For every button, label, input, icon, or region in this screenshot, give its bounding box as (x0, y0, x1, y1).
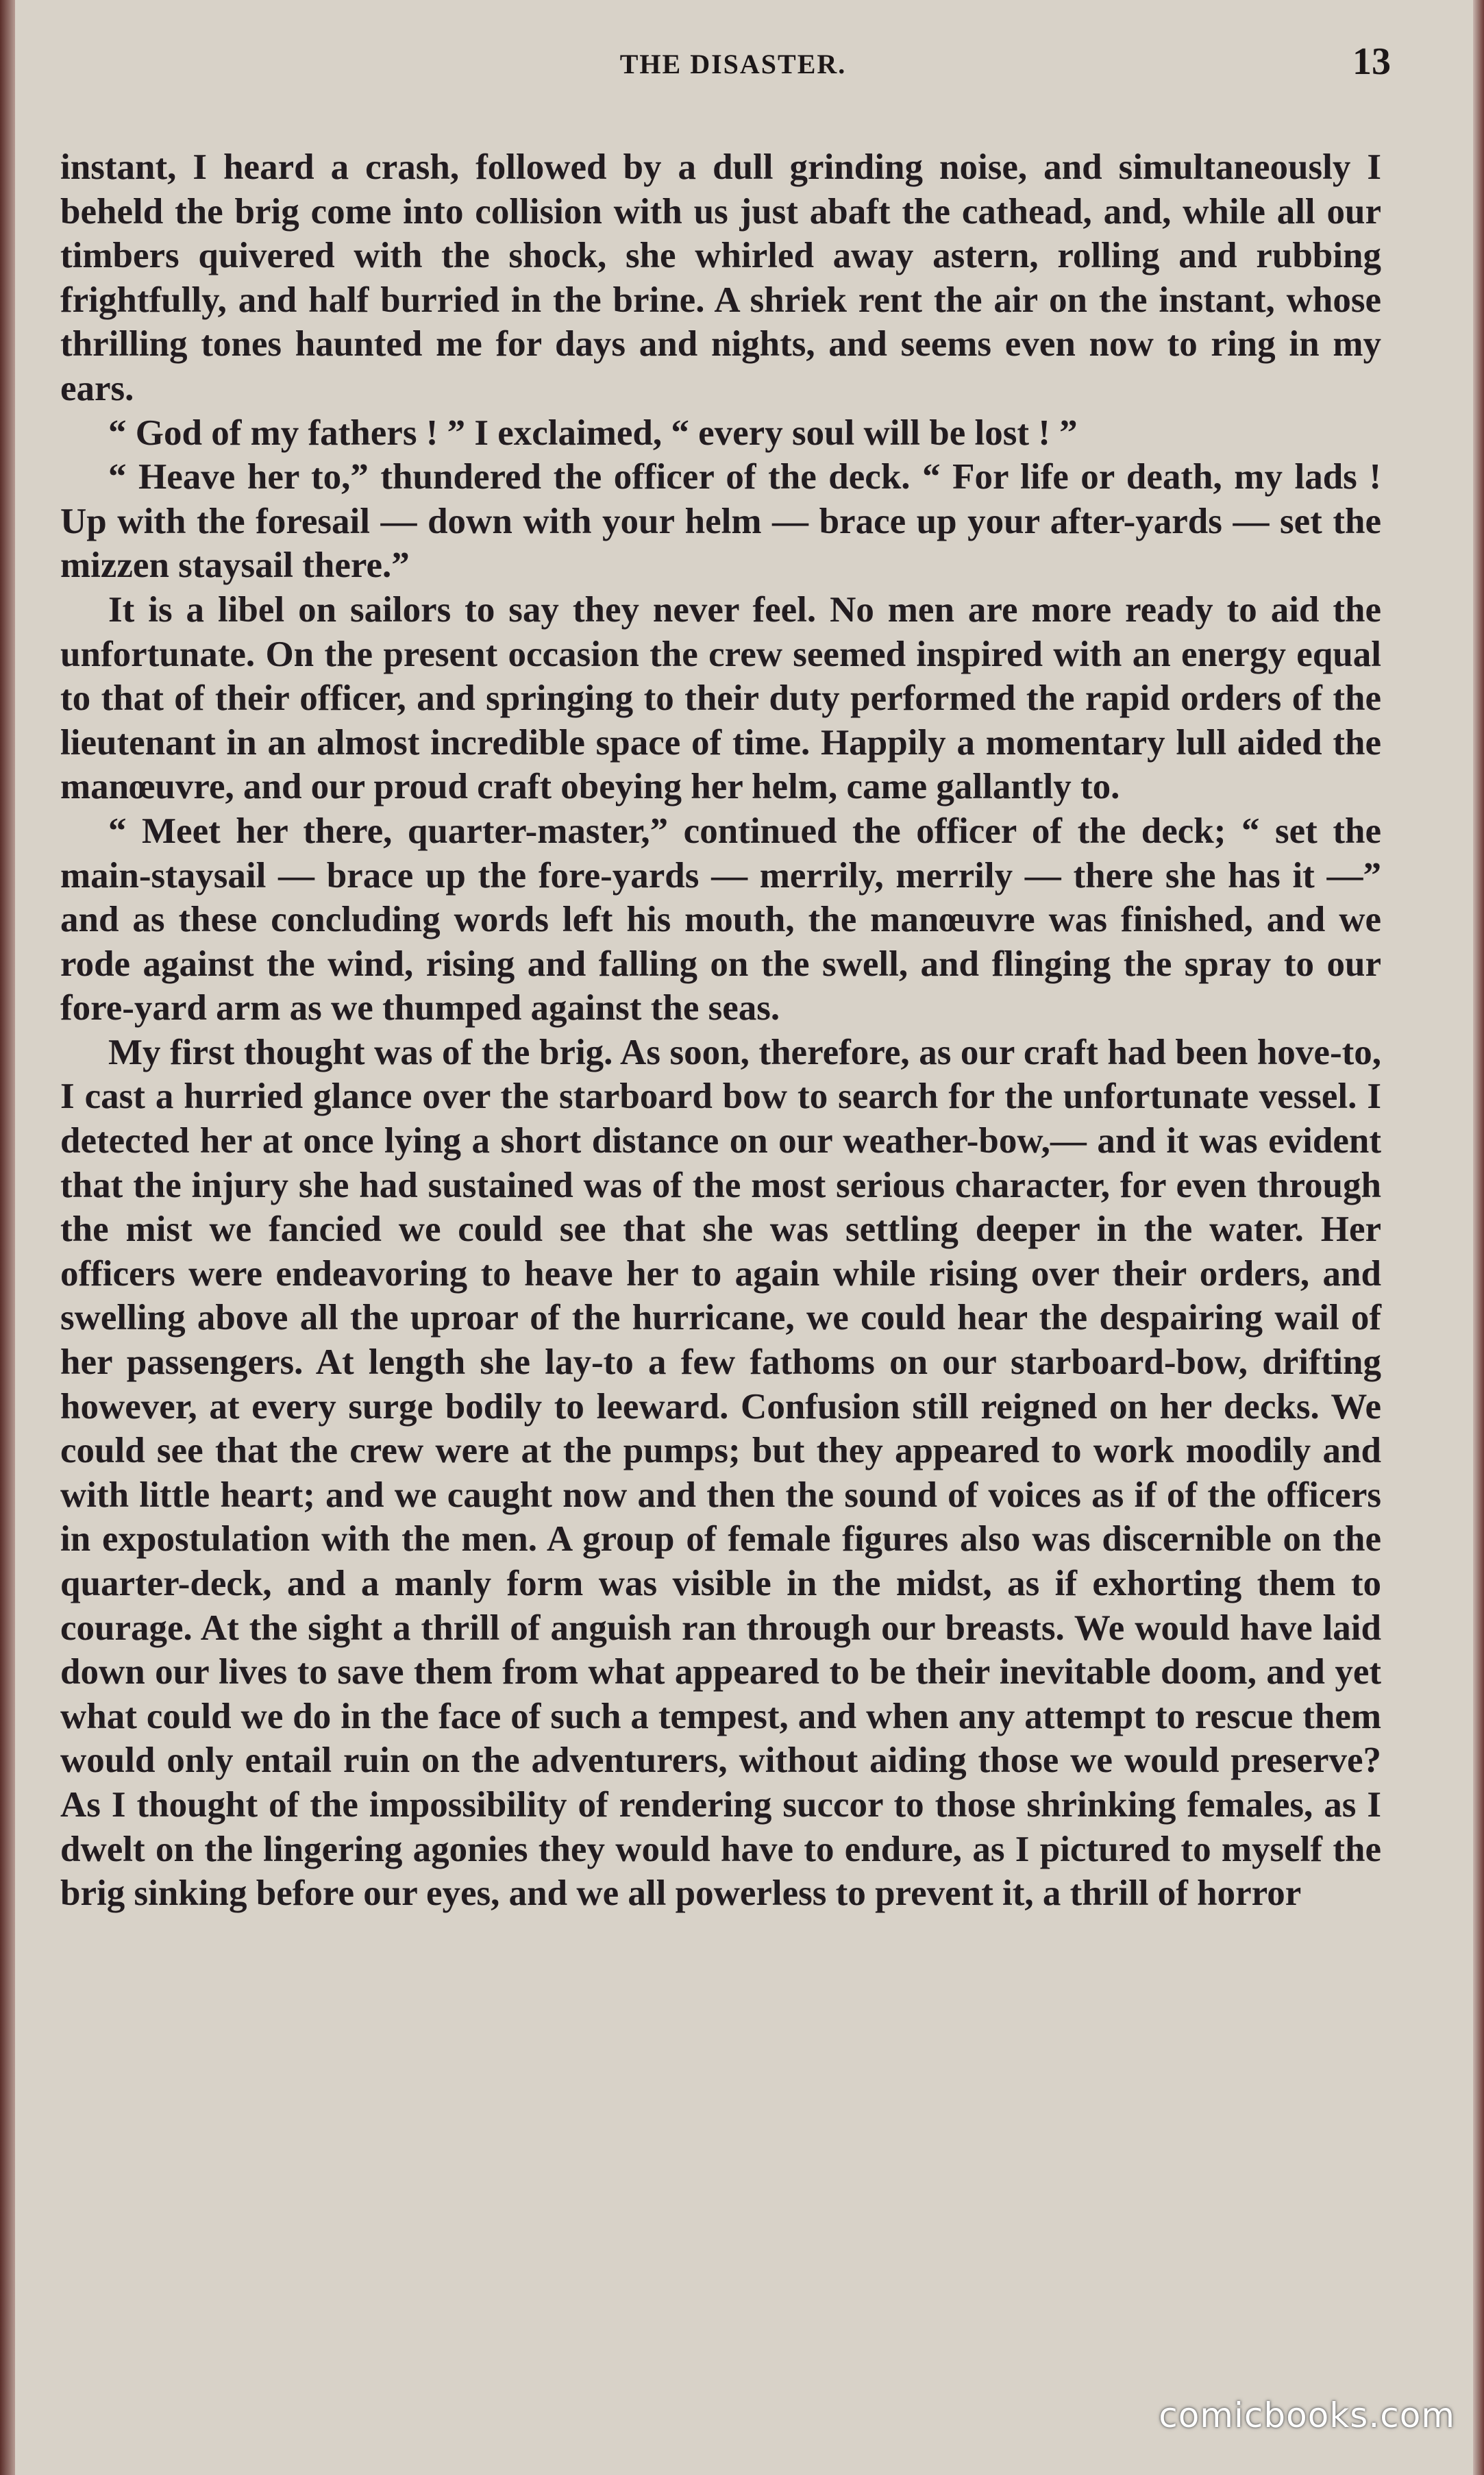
paragraph-6: My first thought was of the brig. As soon, therefore, as our craft had been hove-to, I cast a hurried glance over the starboard bow to search for the unfortunate vessel. I detected her at once lying a short distance on our weather-bow,— and it was evident that the injury she had sustained was of the most serious character, for even through the mist we fancied we could see that she was settling deeper in the water. Her officers were endeavoring to heave her to again while rising over their orders, and swelling above all the uproar of the hurricane, we could hear the despairing wail of her passengers. At length she lay-to a few fathoms on our starboard-bow, drifting however, at every surge bodily to leeward. Confusion still reigned on her decks. We could see that the crew were at the pumps; but they appeared to work moodily and with little heart; and we caught now and then the sound of voices as if of the officers in expostulation with the men. A group of female figures also was discernible on the quarter-deck, and a manly form was visible in the midst, as if exhorting them to courage. At the sight a thrill of anguish ran through our breasts. We would have laid down our lives to save them from what appeared to be their inevitable doom, and yet what could we do in the face of such a tempest, and when any attempt to rescue them would only entail ruin on the adventurers, without aiding those we would preserve? As I thought of the impossibility of rendering succor to those shrinking females, as I dwelt on the lingering agonies they would have to endure, as I pictured to myself the brig sinking before our eyes, and we all powerless to prevent it, a thrill of horror (60, 1032, 1381, 1914)
page-number: 13 (1352, 40, 1391, 83)
page-edge-left (0, 0, 15, 2475)
page-header (75, 40, 1391, 95)
paragraph-3: “ Heave her to,” thundered the officer of the deck. “ For life or death, my lads ! Up with the foresail — down with your helm — brace up your after-yards — set the mizzen staysail there.” (60, 457, 1381, 586)
page-edge-right (1473, 0, 1484, 2475)
paragraph-2: “ God of my fathers ! ” I exclaimed, “ every soul will be lost ! ” (108, 412, 1078, 453)
paragraph-5: “ Meet her there, quarter-master,” continued the officer of the deck; “ set the main-staysail — brace up the fore-yards — merrily, merrily — there she has it —” and as these concluding words left his mouth, the manœuvre was finished, and we rode against the wind, rising and falling on the swell, and flinging the spray to our fore-yard arm as we thumped against the seas. (60, 811, 1381, 1029)
paragraph-1: instant, I heard a crash, followed by a dull grinding noise, and simultaneously I beheld the brig come into collision with us just abaft the cathead, and, while all our timbers quivered with the shock, she whirled away astern, rolling and rubbing frightfully, and half burried in the brine. A shriek rent the air on the instant, whose thrilling tones haunted me for days and nights, and seems even now to ring in my ears. (60, 147, 1381, 408)
body-text (60, 145, 1381, 1916)
paragraph-4: It is a libel on sailors to say they never feel. No men are more ready to aid the unfortunate. On the present occasion the crew seemed inspired with an energy equal to that of their officer, and springing to their duty performed the rapid orders of the lieutenant in an almost incredible space of time. Happily a momentary lull aided the manœuvre, and our proud craft obeying her helm, came gallantly to. (60, 589, 1381, 807)
running-head: THE DISASTER. (619, 49, 847, 79)
watermark: comicbooks.com (1159, 2396, 1455, 2435)
